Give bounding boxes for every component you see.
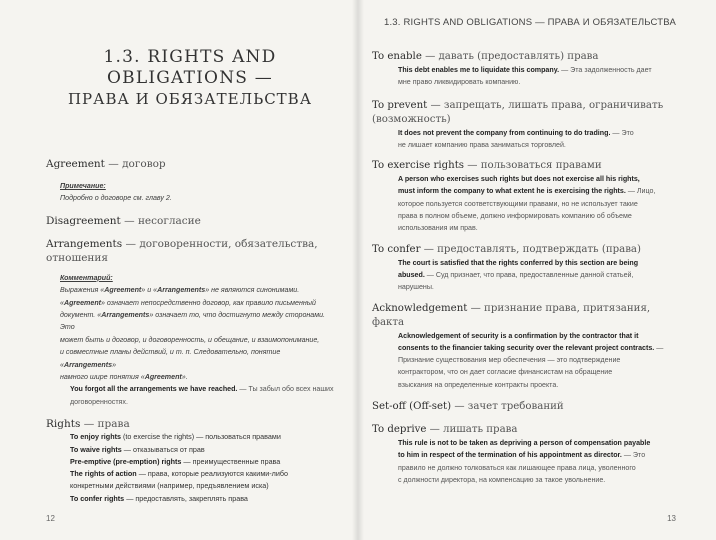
- example-line: [398, 185, 678, 197]
- entry-term-ru: — лишать права: [429, 424, 518, 436]
- example-en: It does not prevent the company from continuing to do trading.: [398, 128, 611, 137]
- entry-example: [398, 64, 678, 89]
- entry-term: [372, 159, 678, 173]
- example-en: Acknowledgement of security is a confirmation by the contractor that it: [398, 331, 639, 340]
- comment-line: [60, 371, 334, 383]
- comment-text: ».: [181, 373, 188, 382]
- term-ru: договор: [122, 158, 166, 170]
- term-en: Disagreement: [46, 214, 121, 227]
- rights-sub-item: [70, 480, 334, 492]
- entry: [372, 99, 678, 152]
- entry-term-ru: — давать (предоставлять) права: [425, 51, 599, 62]
- example-line: [398, 366, 678, 378]
- example-ru: — Эта задолженность дает: [561, 66, 652, 74]
- example-en: consents to the financier taking security over the relevant project contracts.: [398, 343, 655, 352]
- comment-keyword: Arrangements: [101, 311, 150, 320]
- comment-text: » не являются синонимами.: [205, 286, 300, 295]
- example-line: [398, 330, 678, 342]
- example-ru: с должности директора, на компенсацию за такое увольнение.: [398, 475, 606, 484]
- note-block: [60, 180, 334, 205]
- comment-line: [60, 284, 334, 296]
- example-line: [398, 222, 678, 234]
- example-en: to him in respect of the termination of his appointment as director.: [398, 451, 622, 460]
- entry-example: [398, 127, 678, 152]
- comment-text: документ. «: [60, 311, 102, 320]
- entry: [372, 423, 678, 486]
- term-ru: договоренности, обязательства, отношения: [46, 237, 318, 264]
- example-ru: — Это: [623, 451, 646, 460]
- entry: [372, 243, 678, 294]
- entry-term-en: Acknowledgement: [372, 302, 468, 314]
- term-arrangements: [46, 237, 334, 265]
- entry-term: [372, 400, 678, 414]
- entry-term-en: To prevent: [372, 99, 428, 111]
- example-line: [398, 437, 678, 449]
- entry-term: [372, 50, 678, 64]
- entry-term-ru: — предоставлять, подтверждать (права): [423, 243, 641, 255]
- example-ru: — Ты забыл обо всех наших: [239, 385, 334, 394]
- comment-line: [60, 297, 334, 309]
- comment-text: »: [112, 360, 117, 369]
- term-rights: [46, 417, 334, 431]
- comment-heading: Комментарий:: [60, 273, 113, 282]
- entry-term-en: To exercise rights: [372, 160, 465, 172]
- sub-term-ru: конкретными действиями (например, предъявлением иска): [70, 481, 269, 491]
- chapter-title: [46, 47, 334, 109]
- sub-term-ru: — пользоваться правами: [196, 432, 281, 442]
- sub-term-ru: — отказываться от прав: [123, 444, 205, 454]
- comment-line: [60, 309, 334, 334]
- term-dash: —: [124, 214, 135, 227]
- sub-term-en: Pre-emptive (pre-emption) rights: [70, 456, 182, 466]
- term-ru: несогласие: [137, 214, 201, 227]
- comment-line: [60, 334, 334, 346]
- running-head: 1.3. RIGHTS AND OBLIGATIONS — ПРАВА И ОБЯЗАТЕЛЬСТВА: [383, 17, 676, 28]
- comment-text: Выражения «: [60, 286, 105, 295]
- example-line: [398, 173, 678, 185]
- example-line: [398, 198, 678, 210]
- entry-example: [398, 330, 678, 391]
- term-dash: —: [125, 237, 136, 250]
- example-ru: мне право ликвидировать компанию.: [398, 78, 521, 87]
- entry-term-en: Set-off (Off-set): [372, 401, 452, 413]
- example-en: A person who exercises such rights but does not exercise all his rights,: [398, 175, 640, 184]
- example-line: [398, 139, 678, 151]
- entry-term-ru: — запрещать, лишать права, ограничивать: [430, 99, 664, 111]
- comment-text: и совместные планы действий, и т. п. Следовательно, понятие «: [60, 348, 281, 369]
- chapter-title-en: 1.3. RIGHTS AND OBLIGATIONS —: [103, 47, 277, 88]
- term-en: Rights: [46, 418, 81, 431]
- book-gutter: [352, 0, 364, 540]
- sub-term-ru: — права, которые реализуются какими-либо: [138, 469, 288, 479]
- example-line: [398, 354, 678, 366]
- example-ru: не лишает компанию права заниматься торговлей.: [398, 140, 566, 149]
- example-ru: использования им прав.: [398, 224, 478, 233]
- term-en: Arrangements: [46, 237, 123, 250]
- example-en: must inform the company to what extent he is exercising the rights.: [398, 187, 626, 196]
- example-ru: — Это: [612, 128, 634, 137]
- rights-sub-item: [70, 468, 334, 480]
- example-ru: контрактором, что он дает согласие финансистам на обращение: [398, 368, 613, 377]
- example-ru: которое пользуется соответствующими правами, но не использует такие: [398, 199, 638, 208]
- sub-term-en: To enjoy rights: [70, 432, 121, 442]
- example-line: [398, 257, 678, 269]
- chapter-title-ru: ПРАВА И ОБЯЗАТЕЛЬСТВА: [67, 90, 313, 108]
- example-en: abused.: [398, 270, 425, 279]
- right-page: [358, 0, 716, 540]
- example-line: [398, 474, 678, 486]
- comment-text: » и «: [141, 286, 158, 295]
- entry-term-ru: — пользоваться правами: [467, 160, 602, 172]
- example-line: [398, 269, 678, 281]
- sub-term-ru: — предоставлять, закреплять права: [126, 493, 248, 503]
- example-line: [398, 462, 678, 474]
- example-line: [398, 210, 678, 222]
- example-arrangements: [70, 383, 334, 408]
- comment-block: [60, 272, 334, 384]
- entry: [372, 50, 678, 89]
- page-number-right: 13: [667, 514, 676, 523]
- example-en: You forgot all the arrangements we have reached.: [70, 385, 238, 394]
- example-en: This rule is not to be taken as depriving a person of compensation payable: [398, 439, 651, 448]
- sub-term-ru: — преимущественные права: [183, 456, 281, 466]
- note-heading: Примечание:: [60, 182, 106, 190]
- sub-term-en: The rights of action: [70, 469, 137, 479]
- comment-text: » означает непосредственно договор, как правило письменный: [101, 298, 316, 307]
- entry: [372, 159, 678, 234]
- rights-sublist: [70, 431, 334, 505]
- term-en: Agreement: [46, 158, 105, 170]
- example-ru: — Суд признает, что права, предоставленные данной статьей,: [426, 270, 634, 279]
- entry-example: [398, 437, 678, 486]
- comment-text: может быть и договор, и договоренность, и обещание, и взаимопонимание,: [60, 335, 320, 344]
- entry-term-en: To deprive: [372, 424, 427, 436]
- comment-line: [60, 346, 334, 371]
- comment-keyword: Arrangements: [63, 360, 113, 369]
- comment-text: намного шире понятия «: [60, 373, 145, 382]
- term-dash: —: [83, 418, 95, 431]
- comment-keyword: Agreement: [104, 286, 142, 295]
- example-ru: нарушены.: [398, 283, 434, 292]
- page-number-left: 12: [46, 514, 55, 523]
- example-line: [398, 342, 678, 354]
- entry-term-en: To confer: [372, 243, 421, 255]
- comment-lines: [60, 284, 334, 383]
- example-line: [398, 127, 678, 139]
- term-ru: права: [97, 418, 130, 431]
- entry-term: [372, 243, 678, 257]
- right-entries: [372, 50, 678, 486]
- term-agreement: [46, 157, 334, 171]
- rights-sub-item: [70, 456, 334, 468]
- example-line: [398, 379, 678, 391]
- example-en: This debt enables me to liquidate this company.: [398, 66, 560, 74]
- term-dash: —: [108, 158, 119, 170]
- entry-term: [372, 423, 678, 437]
- example-line: [398, 281, 678, 293]
- rights-sub-item: [70, 431, 334, 443]
- sub-term-en: To confer rights: [70, 493, 125, 503]
- entry-term-ru: — признание права, притязания, факта: [372, 302, 651, 328]
- example-ru: правило не должно толковаться как лишающее права лица, уволенного: [398, 463, 636, 472]
- rights-sub-item: [70, 444, 334, 456]
- example-ru: — Лицо,: [627, 187, 656, 196]
- comment-keyword: Agreement: [63, 298, 102, 307]
- example-en: The court is satisfied that the rights conferred by this section are being: [398, 258, 639, 267]
- comment-text: » означает то, что достигнуто между сторонами. Это: [60, 311, 326, 332]
- example-line: [398, 64, 678, 76]
- sub-term-paren: (to exercise the rights): [122, 432, 195, 442]
- entry-term-ru: — зачет требований: [454, 401, 564, 413]
- entry-term: [372, 99, 678, 127]
- comment-keyword: Arrangements: [157, 286, 206, 295]
- entry: [372, 400, 678, 414]
- note-text: Подробно о договоре см. главу 2.: [60, 194, 172, 203]
- entry-term-ru-cont: (возможность): [372, 113, 451, 125]
- comment-text: «: [60, 298, 64, 307]
- example-ru: взыскания на определенные контракты проекта.: [398, 380, 559, 389]
- term-disagreement: [46, 214, 334, 228]
- comment-keyword: Agreement: [144, 373, 182, 382]
- entry-example: [398, 257, 678, 294]
- example-ru: права в полном объеме, должно информировать компанию об объеме: [398, 212, 632, 221]
- example-ru: Признание существования мер обеспечения — это подтверждение: [398, 356, 621, 365]
- entry: [372, 302, 678, 391]
- entry-term: [372, 302, 678, 330]
- sub-term-en: To waive rights: [70, 444, 122, 454]
- example-ru-cont: договоренностях.: [70, 397, 128, 406]
- example-ru: —: [656, 343, 664, 352]
- example-line: [398, 76, 678, 88]
- example-line: [398, 449, 678, 461]
- entry-example: [398, 173, 678, 234]
- rights-sub-item: [70, 493, 334, 505]
- entry-term-en: To enable: [372, 51, 422, 62]
